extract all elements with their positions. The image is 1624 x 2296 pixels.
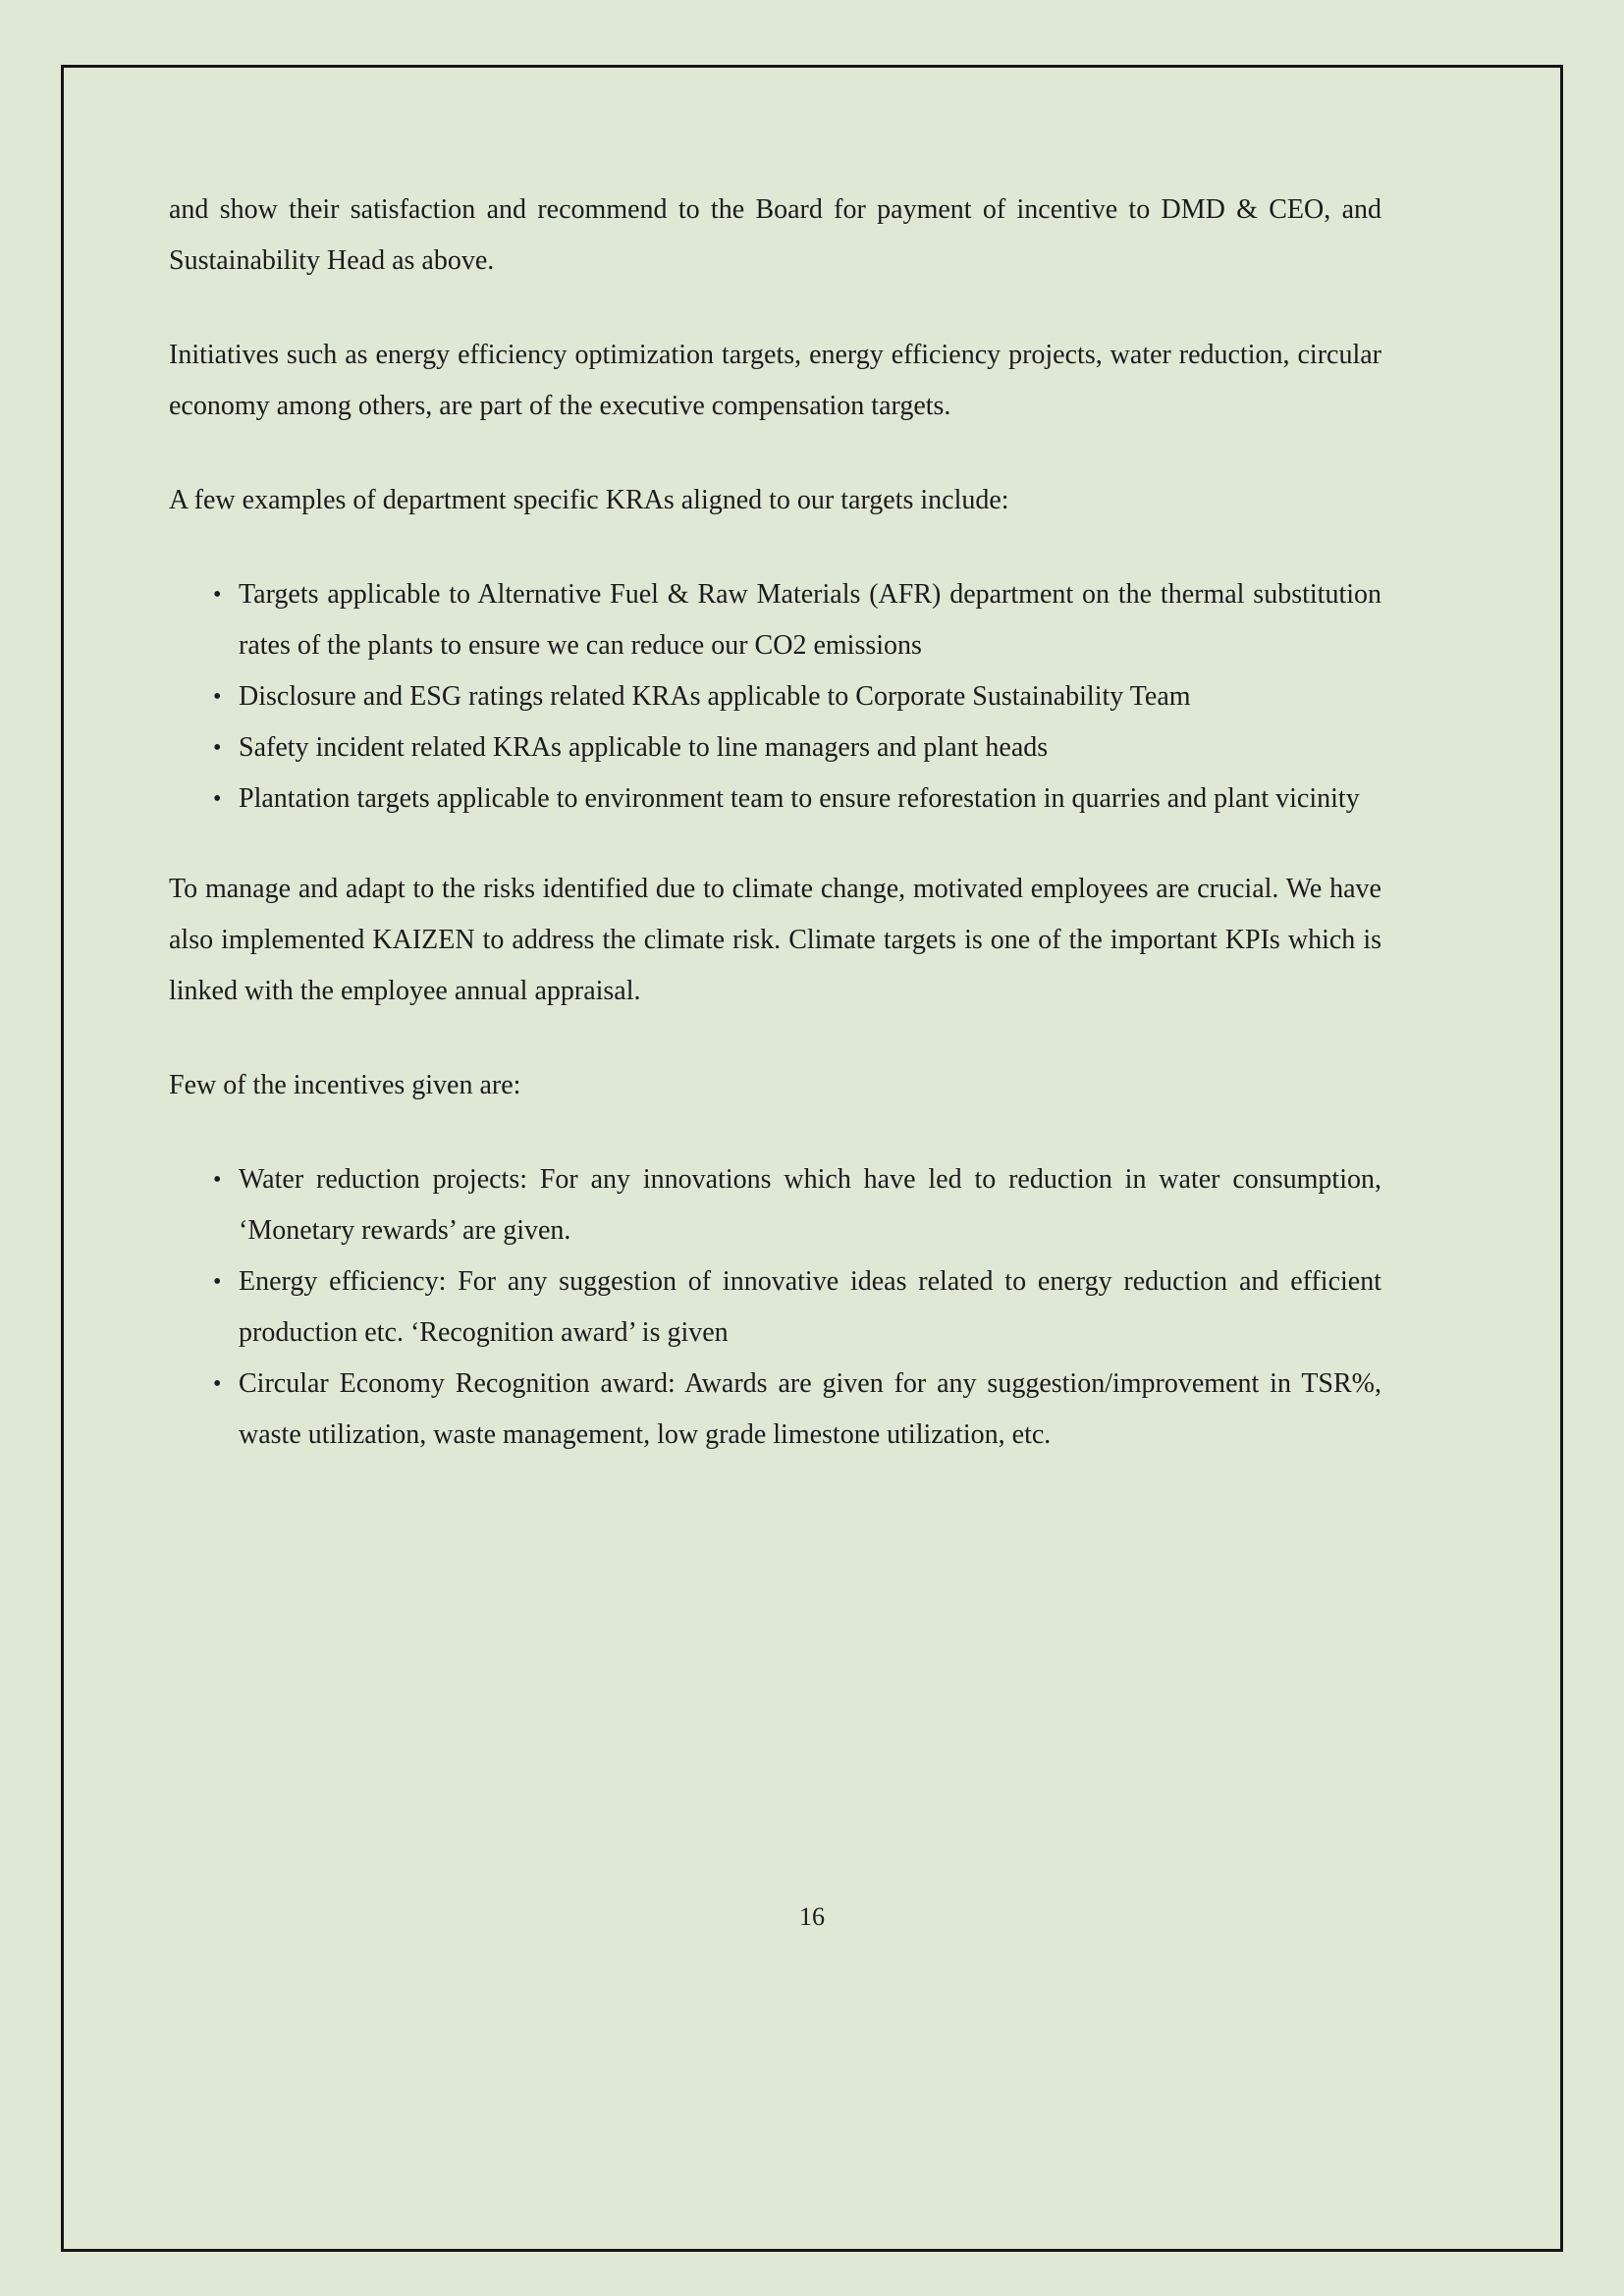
list-item-text: Plantation targets applicable to environment team to ensure reforestation in quarries and plant vicinity (239, 783, 1360, 814)
document-body (169, 185, 1381, 1500)
list-item-text: Energy efficiency: For any suggestion of innovative ideas related to energy reduction and efficient production etc. ‘Recognition award’ is given (239, 1266, 1381, 1348)
list-item (169, 1154, 1381, 1256)
kra-bullet-list (169, 569, 1381, 825)
paragraph-manage-risks: To manage and adapt to the risks identified due to climate change, motivated employees are crucial. We have also implemented KAIZEN to address the climate risk. Climate targets is one of the important KPIs which is linked with the employee annual appraisal. (169, 874, 1381, 1006)
list-item (169, 1359, 1381, 1461)
bullet-dot-icon: • (213, 786, 222, 812)
list-item (169, 722, 1381, 774)
bullet-dot-icon: • (213, 684, 222, 710)
bullet-dot-icon: • (213, 1371, 222, 1397)
page-number: 16 (799, 1902, 825, 1931)
list-item-text: Safety incident related KRAs applicable to line managers and plant heads (239, 732, 1049, 763)
list-item (169, 671, 1381, 722)
incentive-bullet-list (169, 1154, 1381, 1461)
bullet-dot-icon: • (213, 1167, 222, 1193)
list-item-text: Targets applicable to Alternative Fuel & Raw Materials (AFR) department on the thermal substitution rates of the plants to ensure we can reduce our CO2 emissions (239, 579, 1381, 661)
bullet-dot-icon: • (213, 735, 222, 761)
paragraph-initiatives: Initiatives such as energy efficiency optimization targets, energy efficiency projects, water reduction, circular economy among others, are part of the executive compensation targets. (169, 340, 1381, 421)
list-item-text: Circular Economy Recognition award: Awards are given for any suggestion/improvement in TSR%, waste utilization, waste management, low grade limestone utilization, etc. (239, 1368, 1381, 1450)
paragraph-kra-lead: A few examples of department specific KRAs aligned to our targets include: (169, 485, 1009, 515)
paragraph-incentives-lead: Few of the incentives given are: (169, 1070, 521, 1100)
list-item (169, 774, 1381, 825)
paragraph-intro: and show their satisfaction and recommend to the Board for payment of incentive to DMD & CEO, and Sustainability Head as above. (169, 194, 1381, 276)
bullet-dot-icon: • (213, 1269, 222, 1295)
bullet-dot-icon: • (213, 582, 222, 608)
list-item-text: Water reduction projects: For any innovations which have led to reduction in water consumption, ‘Monetary rewards’ are given. (239, 1164, 1381, 1246)
list-item (169, 1256, 1381, 1359)
list-item-text: Disclosure and ESG ratings related KRAs applicable to Corporate Sustainability Team (239, 681, 1191, 712)
list-item (169, 569, 1381, 671)
